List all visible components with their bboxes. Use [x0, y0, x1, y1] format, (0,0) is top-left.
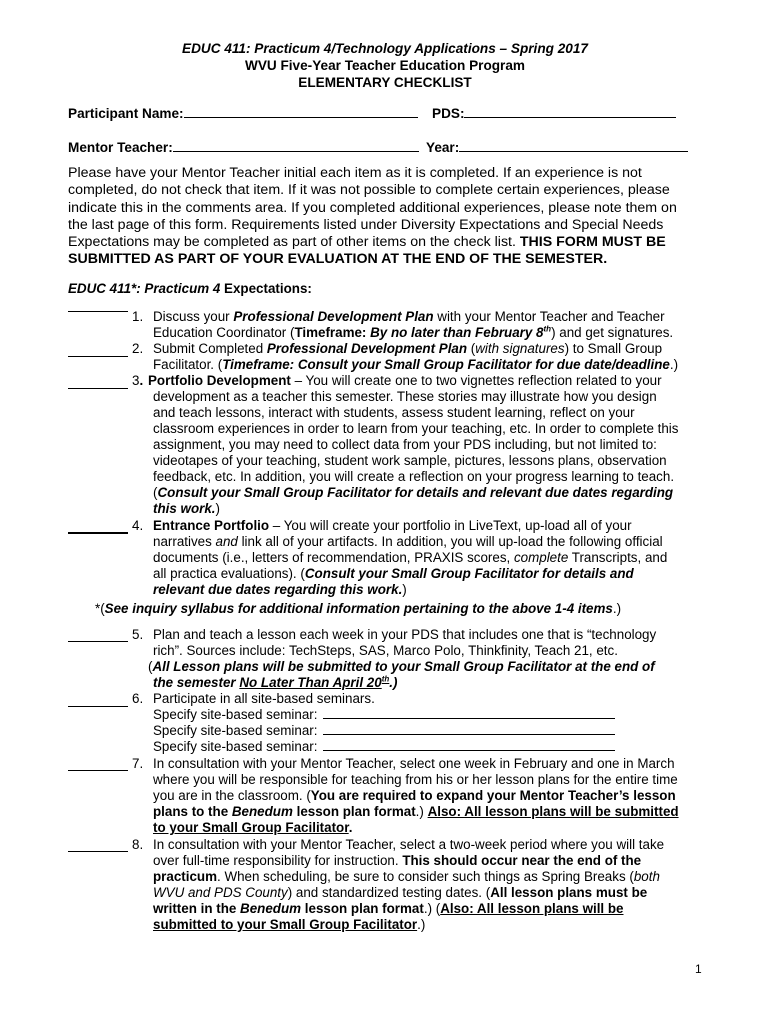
- item-3-initial-blank[interactable]: [68, 388, 128, 389]
- program-title: WVU Five-Year Teacher Education Program: [244, 58, 525, 73]
- item-text: Transcripts, and: [568, 550, 668, 565]
- item-emphasis: Professional Development Plan: [266, 341, 468, 356]
- section-heading-italic: EDUC 411*: Practicum 4: [68, 281, 221, 296]
- mentor-teacher-field[interactable]: [68, 139, 419, 155]
- item-4-text: [153, 534, 663, 549]
- item-text: over full-time responsibility for instruction.: [153, 853, 403, 868]
- item-8-text: [153, 901, 624, 916]
- item-number: 3: [132, 373, 140, 388]
- item-7-text: [153, 788, 676, 803]
- item-italic: complete: [513, 550, 569, 565]
- item-superscript: th: [381, 674, 390, 684]
- item-text: .): [415, 804, 428, 819]
- item-emphasis: Timeframe: Consult your Small Group Facilitator for due date/deadline: [222, 357, 670, 372]
- seminar-spec-row[interactable]: [153, 739, 615, 754]
- item-5-text: rich”. Sources include: TechSteps, SAS, Marco Polo, Thinkfinity, Teach 21, etc.: [153, 643, 618, 658]
- item-emphasis-underlined: Also: All lesson plans will be: [440, 901, 624, 916]
- item-5-number: 5.: [132, 627, 144, 642]
- item-emphasis: All Lesson plans will be submitted to your Small Group Facilitator at the end of: [152, 659, 655, 674]
- item-emphasis: By no later than February 8: [366, 325, 544, 340]
- seminar-spec-blank[interactable]: [323, 708, 615, 719]
- item-emphasis: Benedum: [231, 804, 293, 819]
- item-emphasis: All lesson plans must be: [490, 885, 648, 900]
- year-label: Year:: [426, 140, 460, 155]
- section-heading: [68, 281, 312, 296]
- item-3-text: videotapes of your teaching, student work sample, pictures, lessons plans, observation: [153, 453, 667, 468]
- item-text: – You will create your portfolio in LiveText, up-load all of your: [269, 518, 632, 533]
- item-emphasis-underlined: Also: All lesson plans will be submitted: [427, 804, 679, 819]
- item-text: .): [417, 917, 426, 932]
- item-1-text: [153, 309, 665, 324]
- intro-line: Please have your Mentor Teacher initial each item as it is completed. If an experience is not: [68, 165, 642, 181]
- item-1-number: 1.: [132, 309, 144, 324]
- pds-field[interactable]: [432, 105, 676, 121]
- item-text: Education Coordinator (: [153, 325, 295, 340]
- item-2-number: 2.: [132, 341, 144, 356]
- item-7-text: In consultation with your Mentor Teacher, select one week in February and one in March: [153, 756, 675, 771]
- item-emphasis: practicum: [153, 869, 217, 884]
- item-text: . When scheduling, be sure to consider such things as Spring Breaks (: [217, 869, 634, 884]
- item-3-text: classroom experiences in order to learn from your teaching, etc. In order to complete this: [153, 421, 679, 436]
- item-text: .): [669, 357, 679, 372]
- item-8-text: [153, 885, 647, 900]
- item-emphasis: this work.: [153, 501, 216, 516]
- item-text: – You will create one to two vignettes reflection related to your: [290, 373, 662, 388]
- item-6-number: 6.: [132, 691, 144, 706]
- item-emphasis: This should occur near the end of the: [402, 853, 642, 868]
- item-1-text: [153, 325, 673, 340]
- pds-blank[interactable]: [464, 105, 676, 118]
- item-emphasis-underlined: No Later Than April 20: [239, 675, 382, 690]
- note-text: *(: [95, 601, 105, 616]
- instructions-paragraph: [68, 165, 708, 269]
- item-emphasis: Benedum: [240, 901, 302, 916]
- item-text: with your Mentor Teacher and Teacher: [433, 309, 665, 324]
- item-8-text: In consultation with your Mentor Teacher, select a two-week period where you will take: [153, 837, 665, 852]
- item-emphasis: .): [389, 675, 398, 690]
- item-5-text: [148, 659, 655, 674]
- item-3-text: development as a teacher this semester. These stories may illustrate how you design: [153, 389, 657, 404]
- item-italic: both: [633, 869, 660, 884]
- item-3-text: feedback, etc. In addition, you will create a reflection on your progress learning to teach.: [153, 469, 675, 484]
- item-emphasis: Portfolio Development: [148, 373, 291, 388]
- item-4-initial-blank[interactable]: [68, 532, 128, 534]
- item-7-text: where you will be responsible for teaching from his or her lesson plans for the entire time: [153, 772, 678, 787]
- mentor-teacher-blank[interactable]: [173, 139, 419, 152]
- mentor-teacher-label: Mentor Teacher:: [68, 140, 173, 155]
- syllabus-note: [95, 601, 621, 616]
- seminar-spec-label: Specify site-based seminar:: [153, 707, 318, 722]
- checklist-title: ELEMENTARY CHECKLIST: [298, 75, 472, 90]
- participant-name-blank[interactable]: [184, 105, 418, 118]
- item-emphasis: the semester: [153, 675, 240, 690]
- item-7-initial-blank[interactable]: [68, 770, 128, 771]
- item-italic: with signatures: [475, 341, 565, 356]
- item-5-initial-blank[interactable]: [68, 641, 128, 642]
- intro-emphasis: THIS FORM MUST BE: [519, 234, 666, 251]
- item-emphasis: Consult your Small Group Facilitator for details and: [304, 566, 634, 581]
- item-2-initial-blank[interactable]: [68, 356, 128, 357]
- item-8-number: 8.: [132, 837, 144, 852]
- item-3-text: [153, 501, 220, 516]
- item-italic: WVU and PDS County: [153, 885, 288, 900]
- item-text: ): [215, 501, 220, 516]
- item-text: ) to Small Group: [564, 341, 663, 356]
- item-3-text: assignment, you may need to collect data from your PDS including, but not limited to:: [153, 437, 657, 452]
- intro-line: completed, do not check that item. If it was not possible to complete certain experiences, please: [68, 182, 670, 199]
- item-text: .) (: [423, 901, 441, 916]
- item-7-text: [153, 804, 679, 819]
- item-4-text: [153, 550, 667, 565]
- item-text: ) and standardized testing dates. (: [287, 885, 491, 900]
- intro-emphasis: SUBMITTED AS PART OF YOUR EVALUATION AT THE END OF THE SEMESTER.: [68, 251, 608, 268]
- note-emphasis: See inquiry syllabus for additional information pertaining to the above 1-4 items: [104, 601, 613, 616]
- item-5-text: [153, 675, 397, 690]
- year-blank[interactable]: [459, 139, 688, 152]
- item-8-text: [153, 869, 660, 884]
- pds-label: PDS:: [432, 106, 465, 121]
- item-emphasis: Timeframe:: [294, 325, 367, 340]
- item-emphasis: You are required to expand your Mentor Teacher’s lesson: [310, 788, 676, 803]
- course-title: EDUC 411: Practicum 4/Technology Applications – Spring 2017: [182, 41, 588, 56]
- item-emphasis-underlined: submitted to your Small Group Facilitator: [153, 917, 418, 932]
- item-text: all practica evaluations). (: [153, 566, 305, 581]
- item-5-text: Plan and teach a lesson each week in your PDS that includes one that is “technology: [153, 627, 657, 642]
- item-emphasis: plans to the: [153, 804, 232, 819]
- intro-text: Expectations may be completed as part of other items on the check list.: [68, 234, 520, 251]
- year-field[interactable]: [426, 139, 688, 155]
- item-italic: and: [215, 534, 238, 549]
- seminar-spec-blank[interactable]: [323, 740, 615, 751]
- item-8-text: [153, 853, 641, 868]
- item-6-text: Participate in all site-based seminars.: [153, 691, 375, 706]
- item-emphasis: relevant due dates regarding this work.: [153, 582, 403, 597]
- item-text: ): [551, 325, 556, 340]
- item-3-number: [132, 373, 143, 388]
- item-superscript: th: [543, 324, 552, 334]
- item-emphasis: Professional Development Plan: [233, 309, 434, 324]
- item-7-text: [153, 820, 352, 835]
- item-text: (: [153, 485, 158, 500]
- item-text: narratives: [153, 534, 216, 549]
- item-text: link all of your artifacts. In addition, you will up-load the following official: [237, 534, 663, 549]
- seminar-spec-blank[interactable]: [323, 724, 615, 735]
- item-text: ): [402, 582, 407, 597]
- item-emphasis: written in the: [153, 901, 241, 916]
- item-text: (: [467, 341, 476, 356]
- item-4-number: 4.: [132, 518, 144, 533]
- item-text: Discuss your: [153, 309, 234, 324]
- item-4-text: [153, 518, 632, 533]
- seminar-spec-label: Specify site-based seminar:: [153, 723, 318, 738]
- intro-line: indicate this in the comments area. If you completed additional experiences, please note them on: [68, 199, 677, 216]
- seminar-spec-row[interactable]: [153, 723, 615, 738]
- intro-line: [68, 234, 708, 251]
- item-7-number: 7.: [132, 756, 144, 771]
- item-number-dot: .: [139, 373, 144, 388]
- item-text: (: [148, 659, 153, 674]
- item-emphasis: lesson plan format: [301, 901, 424, 916]
- item-emphasis: lesson plan format: [292, 804, 416, 819]
- item-text: documents (i.e., letters of recommendation, PRAXIS scores,: [153, 550, 514, 565]
- seminar-spec-label: Specify site-based seminar:: [153, 739, 318, 754]
- item-text: and get signatures.: [555, 325, 674, 340]
- item-8-initial-blank[interactable]: [68, 851, 128, 852]
- item-emphasis-underlined: to your Small Group Facilitator: [153, 820, 349, 835]
- item-text: Submit Completed: [153, 341, 267, 356]
- item-4-text: [153, 566, 634, 581]
- item-6-initial-blank[interactable]: [68, 706, 128, 707]
- item-emphasis: Consult your Small Group Facilitator for details and relevant due dates regarding: [157, 485, 674, 500]
- item-text: Facilitator. (: [153, 357, 223, 372]
- item-emphasis: .: [348, 820, 353, 835]
- item-1-initial-blank[interactable]: [68, 311, 128, 312]
- item-3-text: [153, 485, 673, 500]
- participant-name-label: Participant Name:: [68, 106, 184, 121]
- participant-name-field[interactable]: [68, 105, 418, 121]
- page-number: 1: [695, 962, 702, 976]
- item-2-text: [153, 341, 662, 356]
- intro-line: the last page of this form. Requirements listed under Diversity Expectations and Special Needs: [68, 216, 664, 233]
- item-3-text: and teach lessons, interact with students, assess student learning, reflect on your: [153, 405, 635, 420]
- section-heading-bold: Expectations:: [220, 281, 312, 296]
- item-4-text: [153, 582, 407, 597]
- item-emphasis: Entrance Portfolio: [153, 518, 270, 533]
- item-3-text: [148, 373, 662, 388]
- item-8-text: [153, 917, 425, 932]
- seminar-spec-row[interactable]: [153, 707, 615, 722]
- item-text: you are in the classroom. (: [153, 788, 311, 803]
- item-2-text: [153, 357, 678, 372]
- note-text: .): [612, 601, 622, 616]
